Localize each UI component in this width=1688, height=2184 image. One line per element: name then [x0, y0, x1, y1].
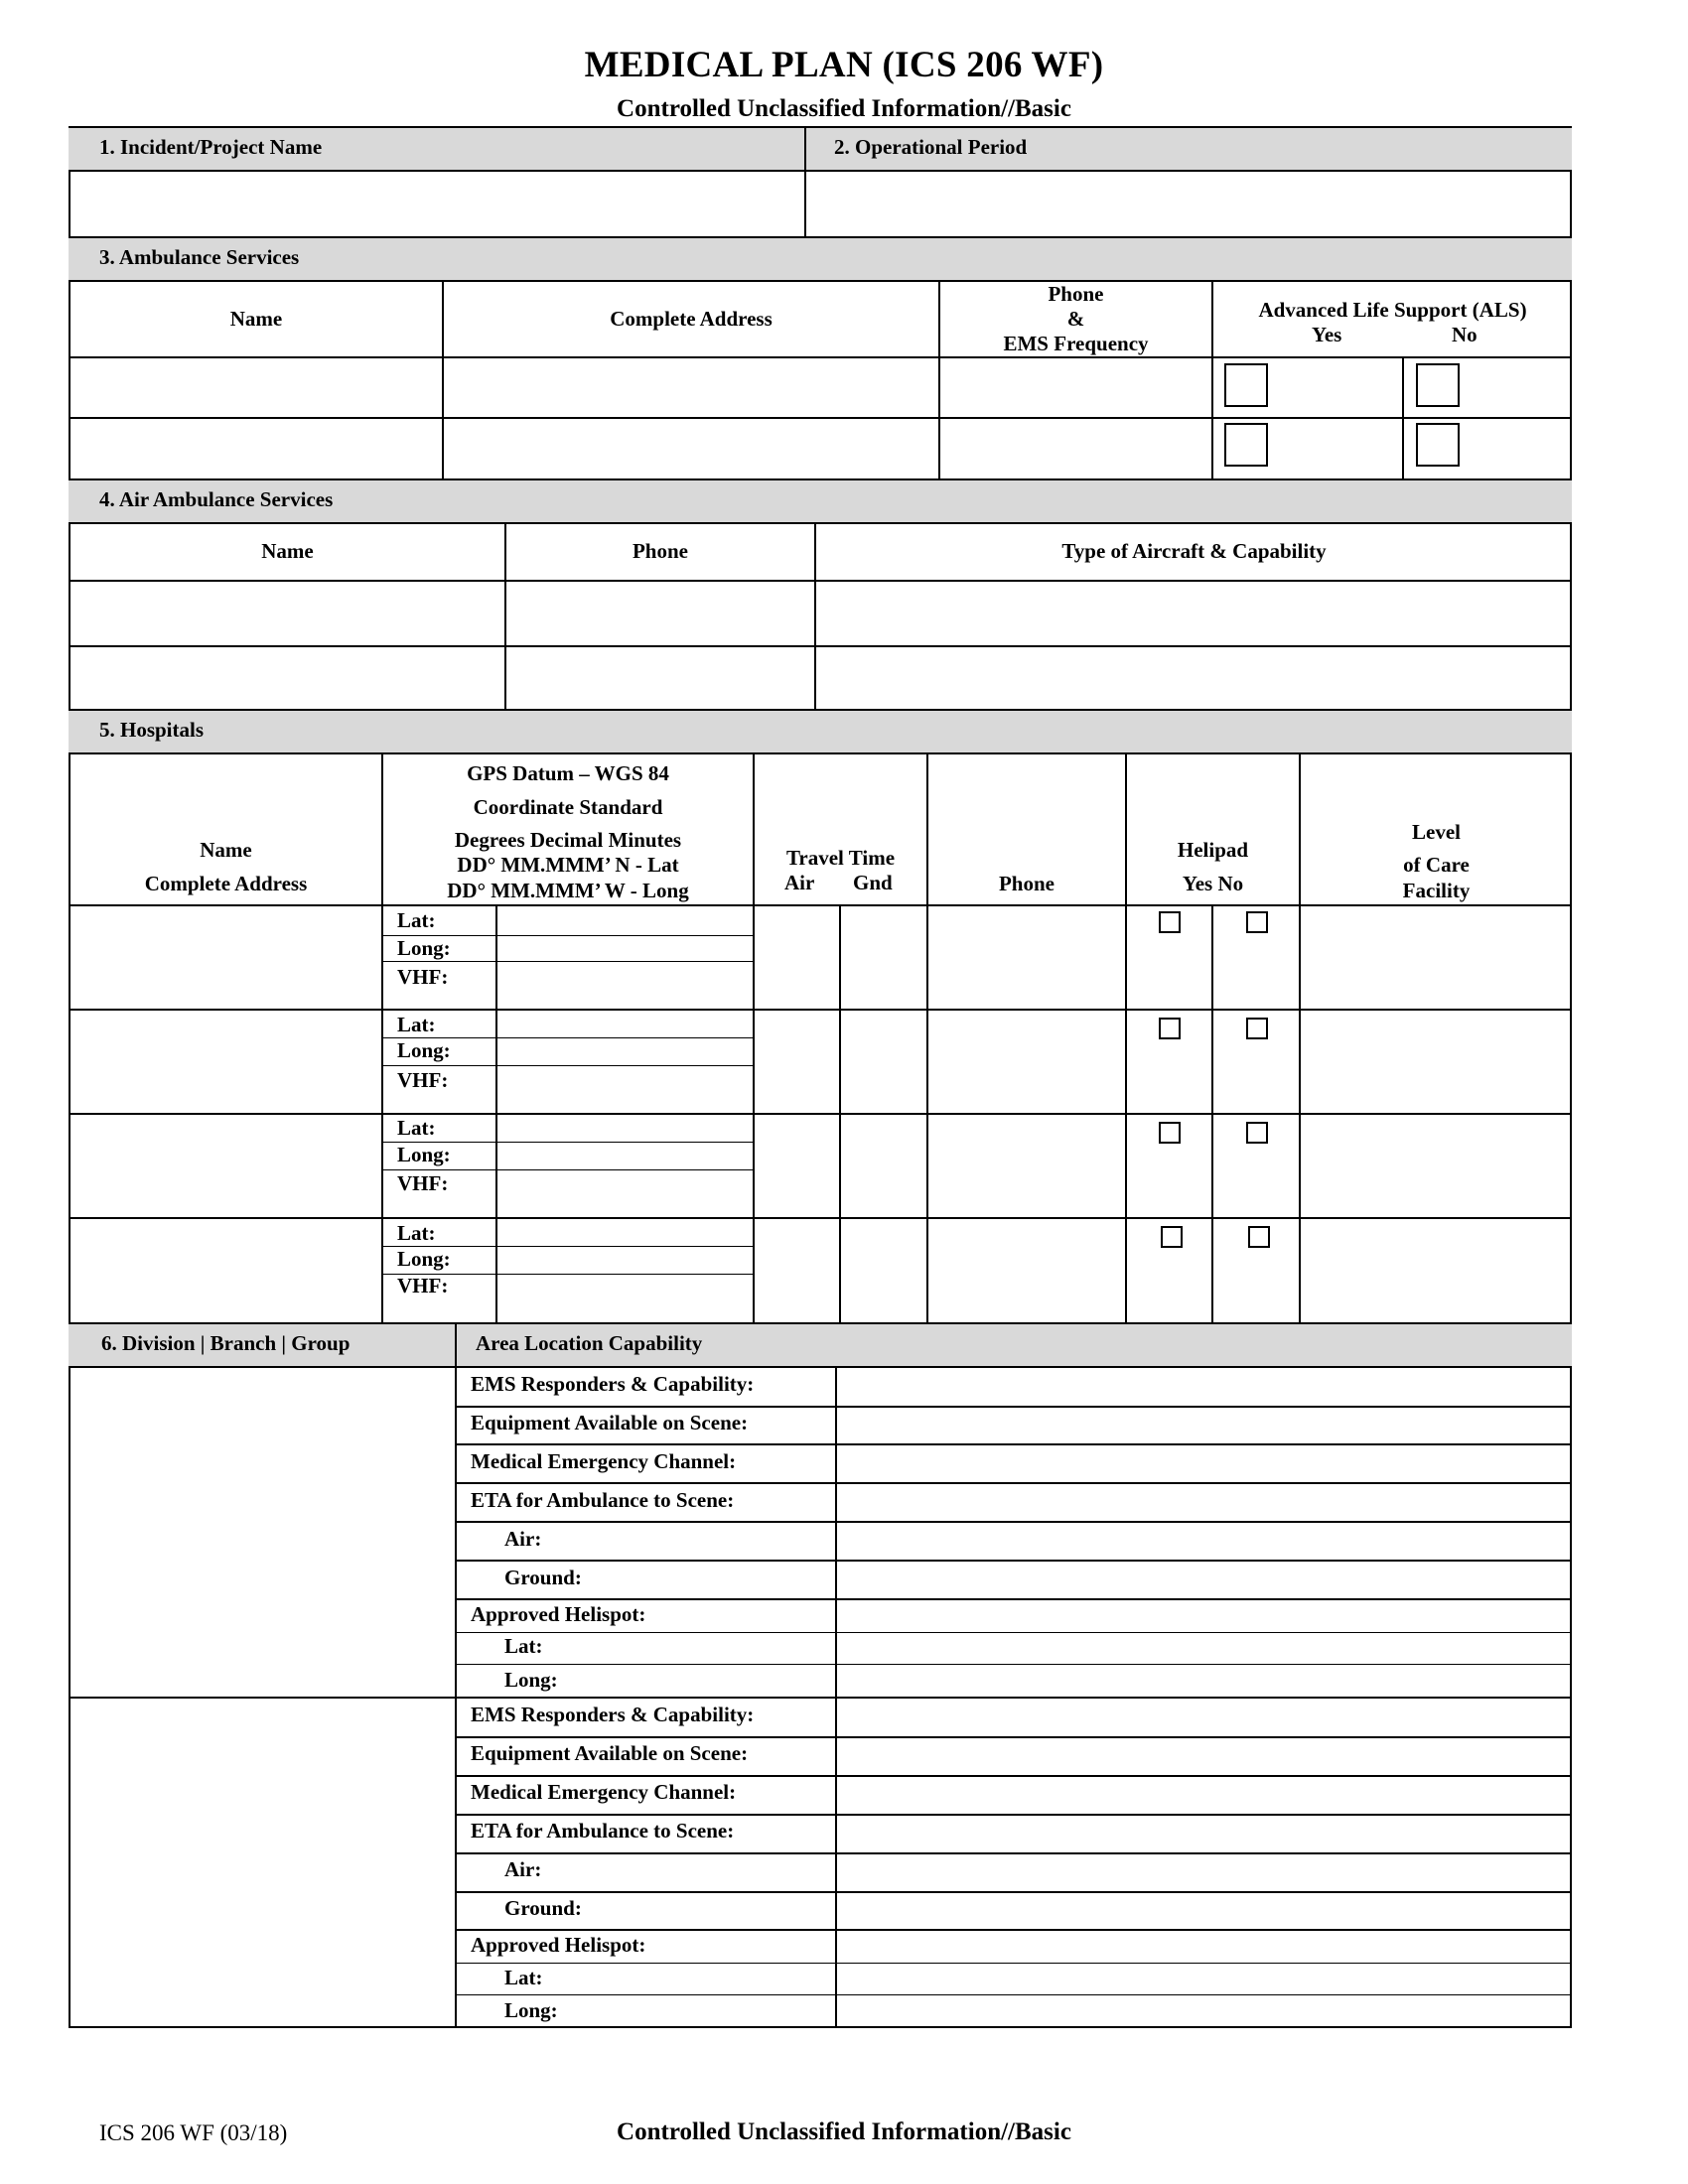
als-yes-checkbox-2[interactable] — [1224, 423, 1268, 467]
ambulance-phone-header-3: EMS Frequency — [1003, 332, 1149, 355]
area1-helispot-label: Approved Helispot: — [471, 1602, 646, 1626]
area2-eta-ground-label: Ground: — [504, 1896, 582, 1920]
area2-channel-label: Medical Emergency Channel: — [471, 1780, 737, 1804]
hospital-4-long-label: Long: — [397, 1247, 451, 1271]
form-title: MEDICAL PLAN (ICS 206 WF) — [584, 45, 1104, 85]
form-frame — [69, 126, 1572, 2028]
air-name-header: Name — [261, 539, 314, 563]
area2-helispot-long-label: Long: — [504, 1998, 558, 2022]
als-yes-header: Yes — [1312, 323, 1342, 346]
als-yes-checkbox-1[interactable] — [1224, 363, 1268, 407]
hospitals-label: 5. Hospitals — [99, 718, 205, 742]
area1-channel-label: Medical Emergency Channel: — [471, 1449, 737, 1473]
operational-period-label: 2. Operational Period — [834, 135, 1028, 159]
area2-equipment-label: Equipment Available on Scene: — [471, 1741, 749, 1765]
gps-degrees-header: Degrees Decimal Minutes — [454, 828, 682, 852]
area2-eta-label: ETA for Ambulance to Scene: — [471, 1819, 735, 1843]
helipad-yes-checkbox-1[interactable] — [1159, 911, 1181, 933]
air-ambulance-label: 4. Air Ambulance Services — [99, 487, 334, 511]
area-location-capability-label: Area Location Capability — [476, 1331, 703, 1355]
ambulance-phone-header-1: Phone — [1048, 282, 1104, 306]
hospital-address-header: Complete Address — [144, 872, 308, 895]
helipad-no-checkbox-2[interactable] — [1246, 1018, 1268, 1039]
area1-eta-ground-label: Ground: — [504, 1566, 582, 1589]
ambulance-phone-header-2: & — [1066, 307, 1085, 331]
gps-coordinate-header: Coordinate Standard — [473, 795, 663, 819]
incident-name-label: 1. Incident/Project Name — [99, 135, 323, 159]
hospital-1-vhf-label: VHF: — [397, 965, 449, 989]
area1-eta-label: ETA for Ambulance to Scene: — [471, 1488, 735, 1512]
area2-ems-label: EMS Responders & Capability: — [471, 1703, 755, 1726]
air-phone-header: Phone — [632, 539, 688, 563]
form-id: ICS 206 WF (03/18) — [99, 2120, 288, 2145]
level-of-care-header-2: of Care — [1403, 853, 1470, 877]
als-no-checkbox-1[interactable] — [1416, 363, 1460, 407]
helipad-yes-no-header: Yes No — [1182, 872, 1244, 895]
helipad-no-checkbox-4[interactable] — [1248, 1226, 1270, 1248]
hospital-2-lat-label: Lat: — [397, 1013, 436, 1036]
hospital-2-vhf-label: VHF: — [397, 1068, 449, 1092]
incident-name-field[interactable] — [71, 173, 802, 236]
area2-helispot-lat-label: Lat: — [504, 1966, 543, 1989]
gps-datum-header: GPS Datum – WGS 84 — [467, 761, 669, 785]
area1-helispot-long-label: Long: — [504, 1668, 558, 1692]
helipad-header: Helipad — [1177, 838, 1249, 862]
ambulance-services-label: 3. Ambulance Services — [99, 245, 300, 269]
area1-helispot-lat-label: Lat: — [504, 1634, 543, 1658]
als-no-checkbox-2[interactable] — [1416, 423, 1460, 467]
operational-period-field[interactable] — [806, 173, 1569, 236]
level-of-care-header-1: Level — [1412, 820, 1461, 844]
helipad-yes-checkbox-3[interactable] — [1159, 1122, 1181, 1144]
hospital-1-lat-label: Lat: — [397, 908, 436, 932]
helipad-no-checkbox-3[interactable] — [1246, 1122, 1268, 1144]
helipad-no-checkbox-1[interactable] — [1246, 911, 1268, 933]
hospital-phone-header: Phone — [998, 872, 1055, 895]
travel-air-header: Air — [784, 871, 815, 894]
area2-eta-air-label: Air: — [504, 1857, 542, 1881]
als-header: Advanced Life Support (ALS) — [1258, 298, 1527, 322]
hospital-3-long-label: Long: — [397, 1143, 451, 1166]
hospital-1-long-label: Long: — [397, 936, 451, 960]
level-of-care-header-3: Facility — [1402, 879, 1471, 902]
hospital-name-header: Name — [200, 838, 252, 862]
hospital-3-lat-label: Lat: — [397, 1116, 436, 1140]
gps-lat-format: DD° MM.MMM’ N - Lat — [457, 853, 679, 877]
helipad-yes-checkbox-4[interactable] — [1161, 1226, 1183, 1248]
hospital-3-vhf-label: VHF: — [397, 1171, 449, 1195]
classification-footer: Controlled Unclassified Information//Basic — [617, 2118, 1071, 2145]
division-branch-group-label: 6. Division | Branch | Group — [101, 1331, 351, 1355]
hospital-4-lat-label: Lat: — [397, 1221, 436, 1245]
area2-helispot-label: Approved Helispot: — [471, 1933, 646, 1957]
helipad-yes-checkbox-2[interactable] — [1159, 1018, 1181, 1039]
ambulance-name-header: Name — [229, 307, 283, 331]
gps-long-format: DD° MM.MMM’ W - Long — [447, 879, 689, 902]
travel-gnd-header: Gnd — [853, 871, 893, 894]
hospital-2-long-label: Long: — [397, 1038, 451, 1062]
als-no-header: No — [1452, 323, 1477, 346]
hospital-4-vhf-label: VHF: — [397, 1274, 449, 1297]
classification-header: Controlled Unclassified Information//Basic — [617, 95, 1071, 122]
area1-equipment-label: Equipment Available on Scene: — [471, 1411, 749, 1434]
aircraft-type-header: Type of Aircraft & Capability — [1061, 539, 1327, 563]
area1-eta-air-label: Air: — [504, 1527, 542, 1551]
travel-time-header: Travel Time — [785, 846, 896, 870]
ambulance-address-header: Complete Address — [610, 307, 773, 331]
area1-ems-label: EMS Responders & Capability: — [471, 1372, 755, 1396]
section-5-header — [69, 709, 1572, 754]
